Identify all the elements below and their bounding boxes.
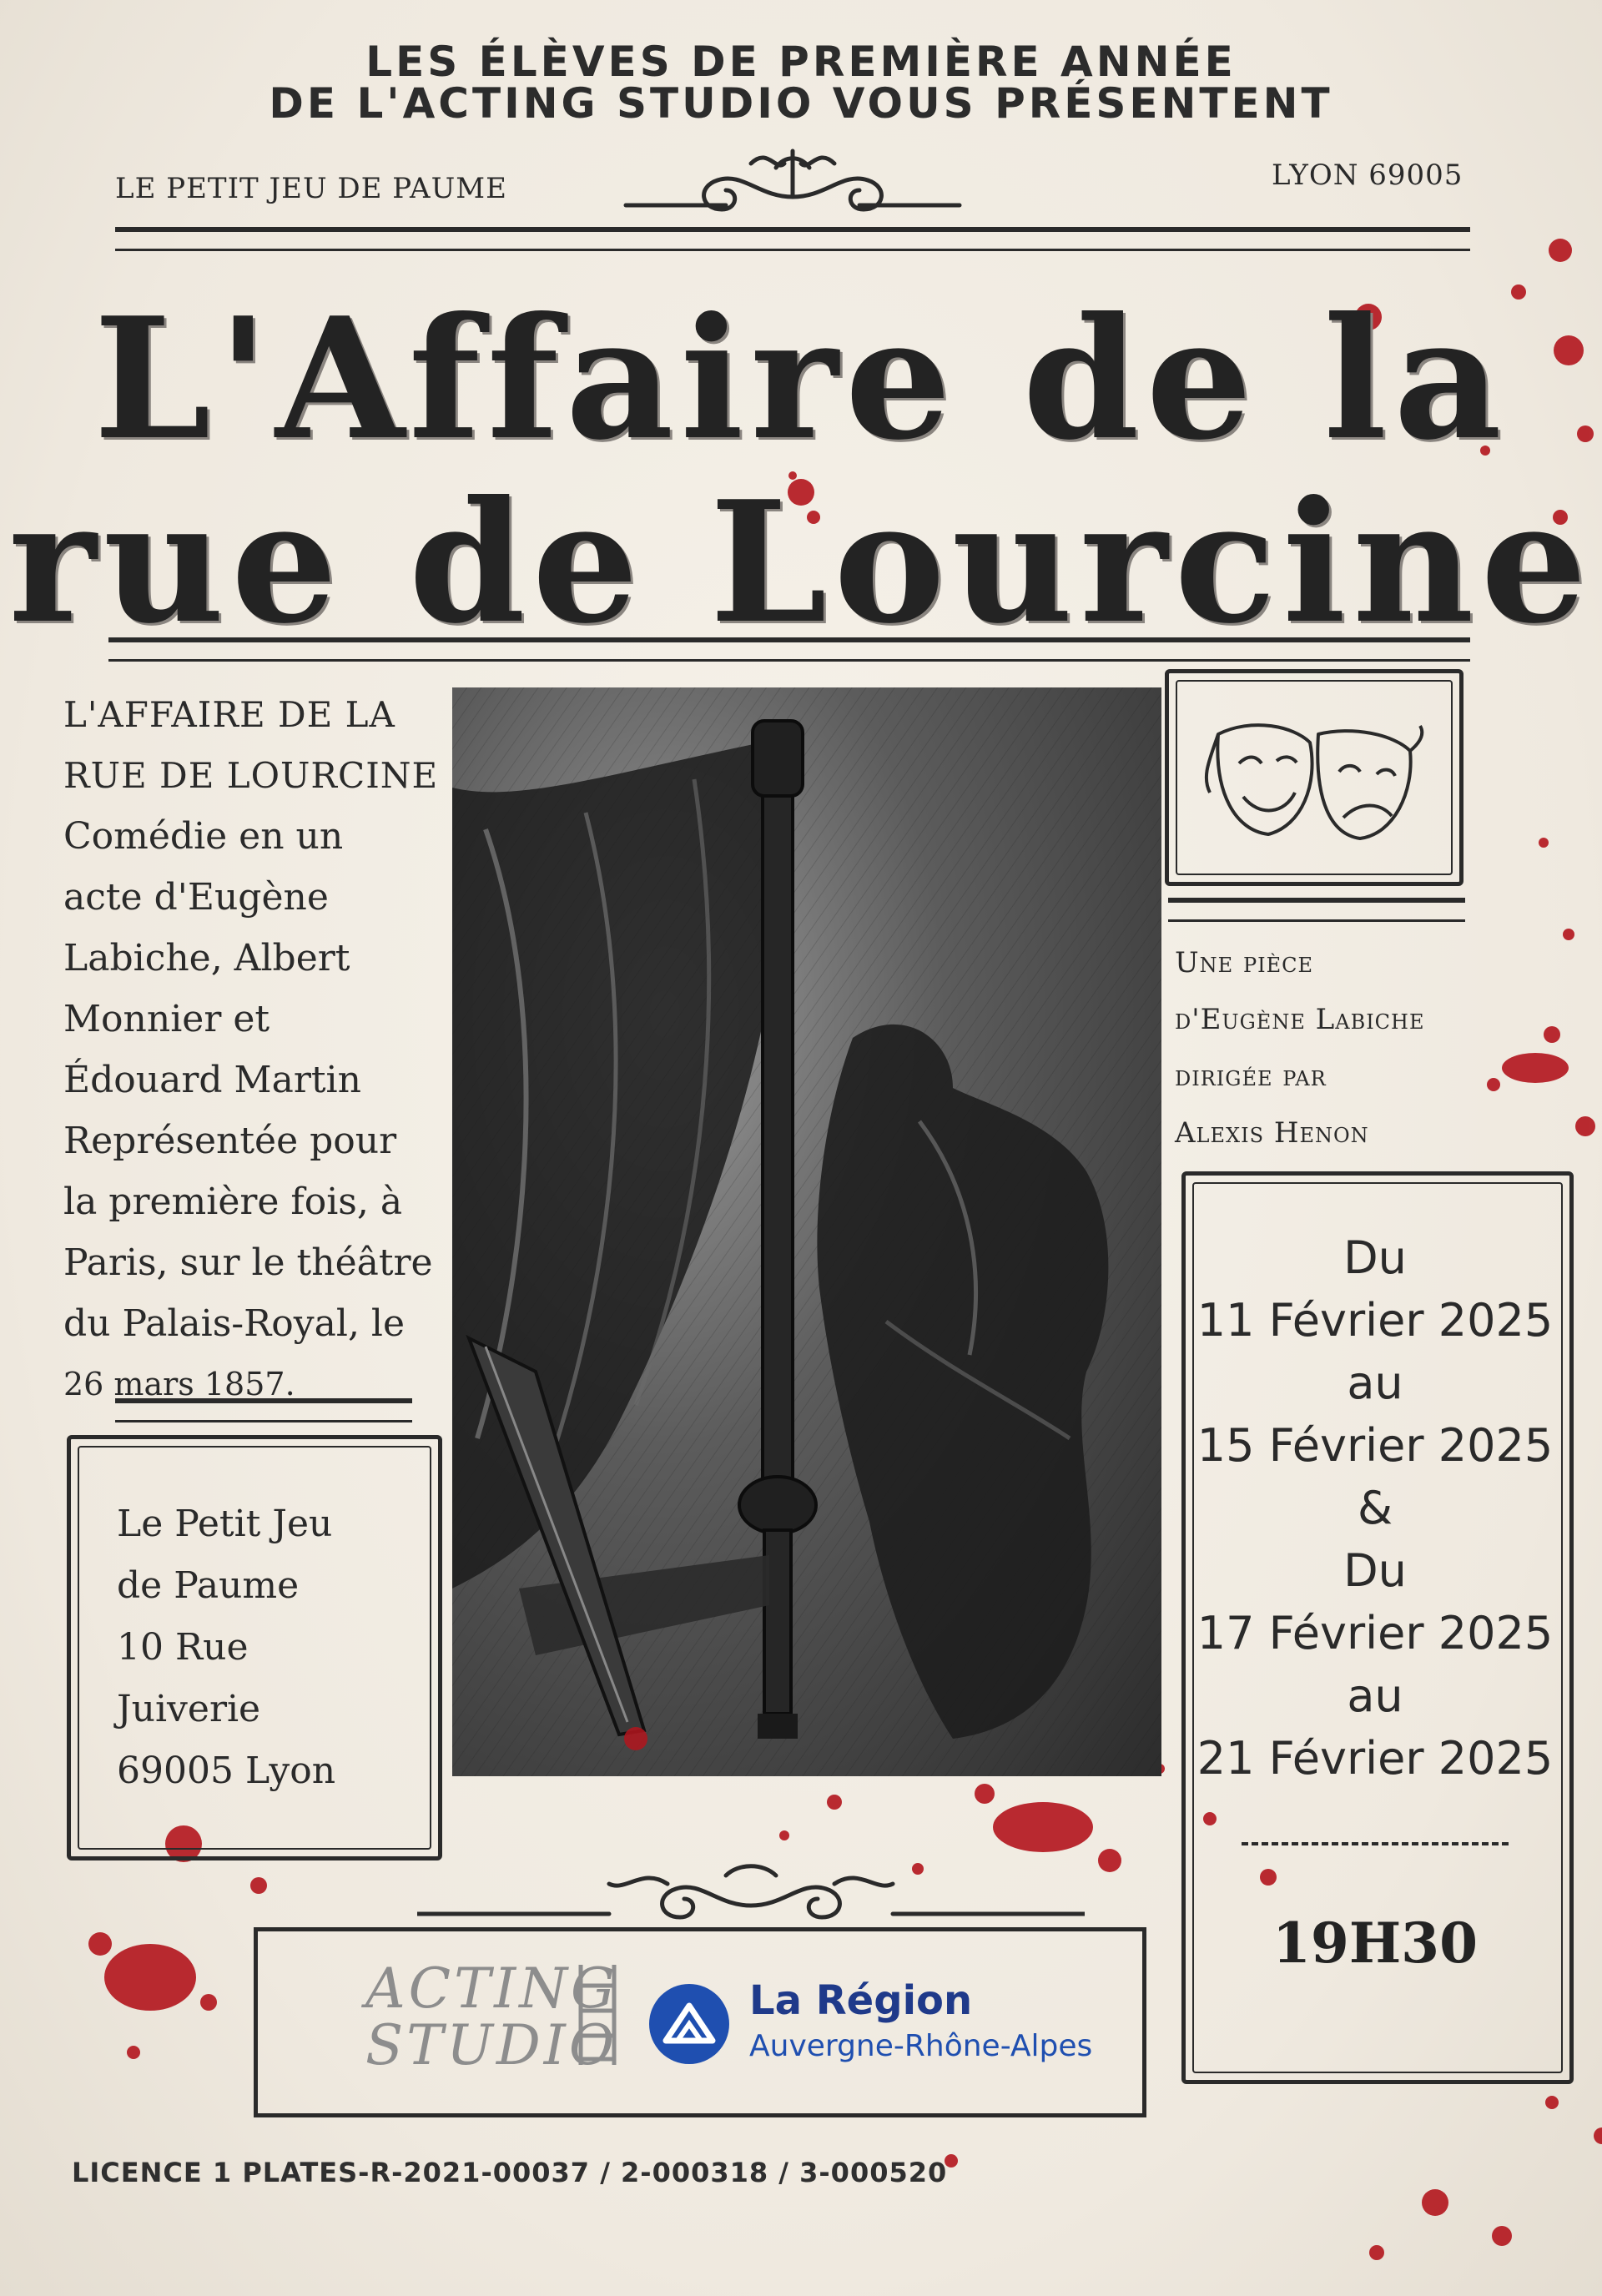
acting-logo-line-1: ACTING — [365, 1956, 618, 2021]
credits-line: Alexis Henon — [1175, 1116, 1369, 1150]
dates-divider — [1242, 1842, 1509, 1845]
venue-top-label: LE PETIT JEU DE PAUME — [115, 172, 507, 205]
scroll-ornament-icon — [617, 138, 968, 222]
description-title-1: L'AFFAIRE DE LA — [63, 694, 395, 735]
licence-text: LICENCE 1 PLATES-R-2021-00037 / 2-000318 / 3-000520 — [72, 2157, 948, 2188]
description-line: Labiche, Albert — [63, 937, 350, 979]
address-block — [117, 1493, 434, 1802]
date-line: 21 Février 2025 — [1196, 1732, 1554, 1785]
credits-line: Une pièce — [1175, 946, 1314, 979]
date-line: au — [1347, 1669, 1403, 1722]
header-line-1: LES ÉLÈVES DE PREMIÈRE ANNÉE — [365, 38, 1237, 86]
description-line: du Palais-Royal, le — [63, 1302, 406, 1345]
scroll-ornament-icon — [417, 1859, 1085, 1926]
description-line: Édouard Martin — [63, 1059, 361, 1101]
address-line: de Paume — [117, 1564, 300, 1607]
date-line: & — [1357, 1482, 1393, 1534]
header-line-2: DE L'ACTING STUDIO VOUS PRÉSENTENT — [269, 79, 1333, 128]
credits-line: d'Eugène Labiche — [1175, 1003, 1425, 1036]
description-title-2: RUE DE LOURCINE — [63, 755, 439, 796]
description-rule — [115, 1398, 412, 1422]
address-line: Juiverie — [117, 1688, 261, 1730]
address-line: 69005 Lyon — [117, 1750, 336, 1792]
date-line: 17 Février 2025 — [1196, 1607, 1554, 1659]
description-block — [63, 684, 447, 1415]
showtime: 19H30 — [1272, 1911, 1479, 1976]
region-subtitle: Auvergne-Rhône-Alpes — [749, 2029, 1093, 2063]
date-line: 11 Février 2025 — [1196, 1294, 1554, 1347]
poster-illustration — [452, 687, 1161, 1776]
description-line: Paris, sur le théâtre — [63, 1241, 433, 1284]
region-logo-icon — [647, 1982, 731, 2066]
dates-block — [1183, 1226, 1567, 1790]
date-line: au — [1347, 1357, 1403, 1409]
ladder-icon — [572, 1961, 622, 2069]
header-rule — [115, 227, 1470, 251]
title-rule — [108, 637, 1470, 662]
masks-rule — [1168, 898, 1465, 922]
description-line: Monnier et — [63, 998, 270, 1040]
date-line: Du — [1343, 1544, 1407, 1597]
date-line: Du — [1343, 1231, 1407, 1284]
description-line: Représentée pour — [63, 1120, 397, 1162]
credits-block — [1175, 934, 1525, 1161]
acting-logo-line-2: STUDIO — [365, 2013, 617, 2077]
address-line: 10 Rue — [117, 1626, 249, 1669]
curtain-bed-illustration — [452, 687, 1161, 1776]
description-line: la première fois, à — [63, 1181, 403, 1223]
date-line: 15 Février 2025 — [1196, 1419, 1554, 1472]
description-date: 26 mars 1857. — [63, 1366, 295, 1402]
page-title-line-2: rue de Lourcine — [8, 465, 1594, 661]
description-line: acte d'Eugène — [63, 876, 329, 919]
region-title: La Région — [749, 1977, 973, 2024]
credits-line: dirigée par — [1175, 1060, 1327, 1093]
address-line: Le Petit Jeu — [117, 1503, 333, 1545]
city-top-label: LYON 69005 — [1272, 159, 1463, 192]
page-title-line-1: L'Affaire de la — [93, 281, 1509, 477]
description-line: Comédie en un — [63, 815, 344, 858]
theatre-masks-icon — [1202, 709, 1427, 851]
